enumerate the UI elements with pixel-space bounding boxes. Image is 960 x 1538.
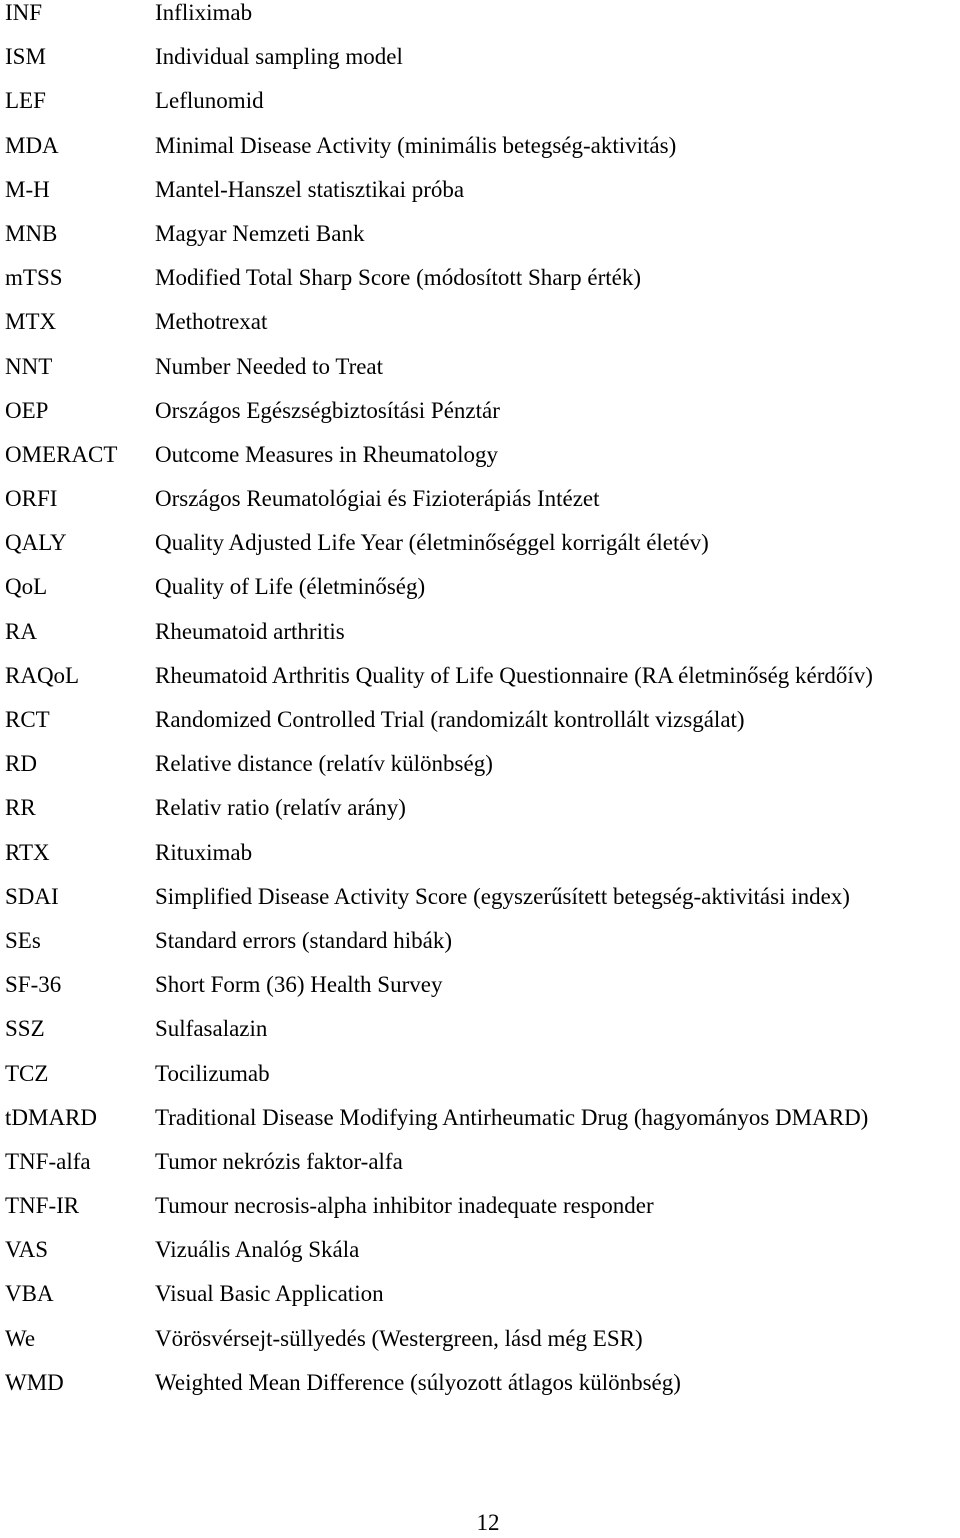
abbreviation-definition: Individual sampling model <box>155 44 403 70</box>
abbreviation-row <box>5 124 960 168</box>
abbreviation-definition: Rituximab <box>155 839 253 865</box>
abbreviation-row <box>5 875 960 919</box>
abbreviation-row <box>5 35 960 79</box>
abbreviation-definition: Quality Adjusted Life Year (életminőséggel korrigált életév) <box>155 530 709 556</box>
abbreviation-definition: Quality of Life (életminőség) <box>155 574 426 600</box>
abbreviation-definition: Weighted Mean Difference (súlyozott átlagos különbség) <box>155 1369 681 1395</box>
abbreviation-term: MTX <box>5 309 57 335</box>
abbreviation-row <box>5 1228 960 1272</box>
abbreviation-term: VAS <box>5 1237 49 1263</box>
abbreviation-row <box>5 742 960 786</box>
abbreviation-definition: Leflunomid <box>155 88 264 114</box>
abbreviation-definition: Vizuális Analóg Skála <box>155 1237 360 1263</box>
page-number: 12 <box>476 1510 500 1535</box>
abbreviation-definition: Simplified Disease Activity Score (egyszerűsített betegség-aktivitási index) <box>155 883 850 909</box>
abbreviation-row <box>5 698 960 742</box>
abbreviation-row <box>5 0 960 35</box>
abbreviation-term: RA <box>5 618 37 644</box>
abbreviation-term: RD <box>5 751 37 777</box>
abbreviation-row <box>5 654 960 698</box>
abbreviation-term: SF-36 <box>5 972 62 998</box>
abbreviation-row <box>5 212 960 256</box>
abbreviation-row <box>5 1096 960 1140</box>
abbreviation-row <box>5 919 960 963</box>
abbreviation-definition: Standard errors (standard hibák) <box>155 927 452 953</box>
abbreviation-term: RR <box>5 795 36 821</box>
abbreviation-term: MNB <box>5 220 58 246</box>
abbreviation-term: tDMARD <box>5 1104 98 1130</box>
abbreviation-definition: Mantel-Hanszel statisztikai próba <box>155 176 465 202</box>
abbreviation-term: SEs <box>5 927 41 953</box>
abbreviation-row <box>5 477 960 521</box>
abbreviation-definition: Minimal Disease Activity (minimális betegség-aktivitás) <box>155 132 677 158</box>
abbreviation-row <box>5 610 960 654</box>
abbreviation-row <box>5 963 960 1007</box>
abbreviation-term: mTSS <box>5 265 63 291</box>
abbreviation-term: NNT <box>5 353 53 379</box>
abbreviation-definition: Országos Egészségbiztosítási Pénztár <box>155 397 500 423</box>
abbreviation-list <box>5 0 960 1405</box>
abbreviation-definition: Országos Reumatológiai és Fizioterápiás Intézet <box>155 486 600 512</box>
abbreviation-definition: Vörösvérsejt-süllyedés (Westergreen, lásd még ESR) <box>155 1325 643 1351</box>
abbreviation-definition: Outcome Measures in Rheumatology <box>155 441 499 467</box>
abbreviation-term: LEF <box>5 88 46 114</box>
abbreviation-term: MDA <box>5 132 59 158</box>
abbreviation-term: SSZ <box>5 1016 45 1042</box>
abbreviation-term: WMD <box>5 1369 64 1395</box>
abbreviation-row <box>5 345 960 389</box>
abbreviation-term: INF <box>5 0 43 25</box>
abbreviation-row <box>5 1140 960 1184</box>
abbreviation-row <box>5 786 960 830</box>
abbreviation-row <box>5 1317 960 1361</box>
abbreviation-term: RAQoL <box>5 662 80 688</box>
abbreviation-definition: Relative distance (relatív különbség) <box>155 751 493 777</box>
abbreviation-definition: Short Form (36) Health Survey <box>155 972 443 998</box>
abbreviation-definition: Modified Total Sharp Score (módosított Sharp érték) <box>155 265 641 291</box>
abbreviation-definition: Sulfasalazin <box>155 1016 268 1042</box>
abbreviation-row <box>5 1361 960 1405</box>
abbreviation-term: TCZ <box>5 1060 49 1086</box>
abbreviation-row <box>5 256 960 300</box>
abbreviation-term: RCT <box>5 707 50 732</box>
abbreviation-term: TNF-IR <box>5 1193 80 1219</box>
abbreviation-term: RTX <box>5 839 50 865</box>
abbreviation-definition: Tumor nekrózis faktor-alfa <box>155 1148 403 1174</box>
abbreviation-definition: Visual Basic Application <box>155 1281 384 1307</box>
abbreviation-term: SDAI <box>5 883 59 909</box>
abbreviation-row <box>5 168 960 212</box>
abbreviation-definition: Methotrexat <box>155 309 268 335</box>
abbreviation-row <box>5 1272 960 1316</box>
abbreviation-row <box>5 79 960 123</box>
abbreviation-term: ISM <box>5 44 46 70</box>
abbreviation-row <box>5 831 960 875</box>
abbreviation-definition: Randomized Controlled Trial (randomizált kontrollált vizsgálat) <box>155 707 745 732</box>
abbreviation-definition: Infliximab <box>155 0 253 25</box>
abbreviation-row <box>5 565 960 609</box>
abbreviation-term: OMERACT <box>5 441 118 467</box>
abbreviation-row <box>5 1184 960 1228</box>
abbreviation-term: QoL <box>5 574 48 600</box>
abbreviation-term: OEP <box>5 397 49 423</box>
abbreviation-row <box>5 1052 960 1096</box>
abbreviation-row <box>5 521 960 565</box>
abbreviation-term: TNF-alfa <box>5 1148 91 1174</box>
abbreviation-row <box>5 389 960 433</box>
abbreviation-definition: Traditional Disease Modifying Antirheumatic Drug (hagyományos DMARD) <box>155 1104 869 1130</box>
abbreviation-definition: Magyar Nemzeti Bank <box>155 220 365 246</box>
abbreviation-term: QALY <box>5 530 67 556</box>
abbreviation-definition: Number Needed to Treat <box>155 353 384 379</box>
abbreviation-term: VBA <box>5 1281 54 1307</box>
abbreviation-row <box>5 1007 960 1051</box>
abbreviation-definition: Tocilizumab <box>155 1060 270 1086</box>
abbreviation-definition: Rheumatoid Arthritis Quality of Life Questionnaire (RA életminőség kérdőív) <box>155 662 873 688</box>
abbreviation-definition: Tumour necrosis-alpha inhibitor inadequate responder <box>155 1193 654 1219</box>
abbreviation-row <box>5 300 960 344</box>
abbreviation-definition: Rheumatoid arthritis <box>155 618 345 644</box>
abbreviation-term: ORFI <box>5 486 58 512</box>
abbreviation-row <box>5 433 960 477</box>
abbreviation-definition: Relativ ratio (relatív arány) <box>155 795 406 821</box>
abbreviation-term: M-H <box>5 176 50 202</box>
abbreviation-term: We <box>5 1325 36 1351</box>
